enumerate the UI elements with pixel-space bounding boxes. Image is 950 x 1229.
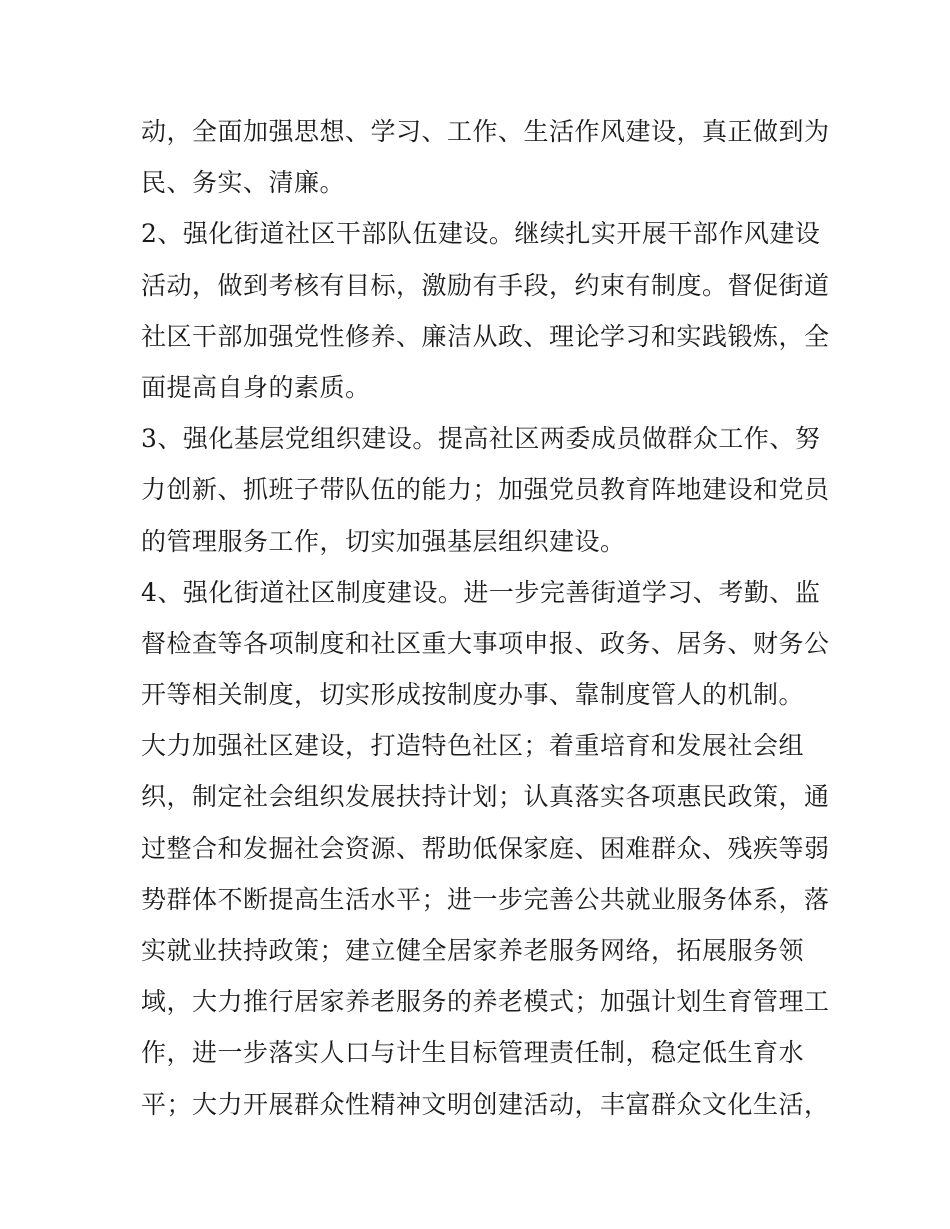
document-body xyxy=(141,106,830,1130)
text-line: 面提高自身的素质。 xyxy=(141,372,371,402)
text-line: 的管理服务工作，切实加强基层组织建设。 xyxy=(141,526,626,556)
text-line: 势群体不断提高生活水平；进一步完善公共就业服务体系，落 xyxy=(141,884,830,914)
text-line: 开等相关制度，切实形成按制度办事、靠制度管人的机制。 xyxy=(141,680,805,710)
text-line: 平；大力开展群众性精神文明创建活动，丰富群众文化生活， xyxy=(141,1089,830,1119)
text-line: 社区干部加强党性修养、廉洁从政、理论学习和实践锻炼，全 xyxy=(141,321,830,351)
text-line: 督检查等各项制度和社区重大事项申报、政务、居务、财务公 xyxy=(141,628,830,658)
text-line: 4、强化街道社区制度建设。进一步完善街道学习、考勤、监 xyxy=(141,577,821,607)
text-line: 动，全面加强思想、学习、工作、生活作风建设，真正做到为 xyxy=(141,117,830,146)
text-line: 大力加强社区建设，打造特色社区；着重培育和发展社会组 xyxy=(141,731,805,761)
text-line: 2、强化街道社区干部队伍建设。继续扎实开展干部作风建设 xyxy=(141,219,821,249)
text-line: 过整合和发掘社会资源、帮助低保家庭、困难群众、残疾等弱 xyxy=(141,833,830,863)
text-line: 3、强化基层党组织建设。提高社区两委成员做群众工作、努 xyxy=(141,424,821,454)
text-line: 实就业扶持政策；建立健全居家养老服务网络，拓展服务领 xyxy=(141,936,805,965)
text-line: 域，大力推行居家养老服务的养老模式；加强计划生育管理工 xyxy=(141,987,830,1017)
text-line: 织，制定社会组织发展扶持计划；认真落实各项惠民政策，通 xyxy=(141,782,830,812)
text-line: 作，进一步落实人口与计生目标管理责任制，稳定低生育水 xyxy=(141,1038,805,1068)
text-line: 力创新、抓班子带队伍的能力；加强党员教育阵地建设和党员 xyxy=(141,475,830,505)
text-line: 民、务实、清廉。 xyxy=(141,168,346,198)
text-line: 活动，做到考核有目标，激励有手段，约束有制度。督促街道 xyxy=(141,270,830,300)
